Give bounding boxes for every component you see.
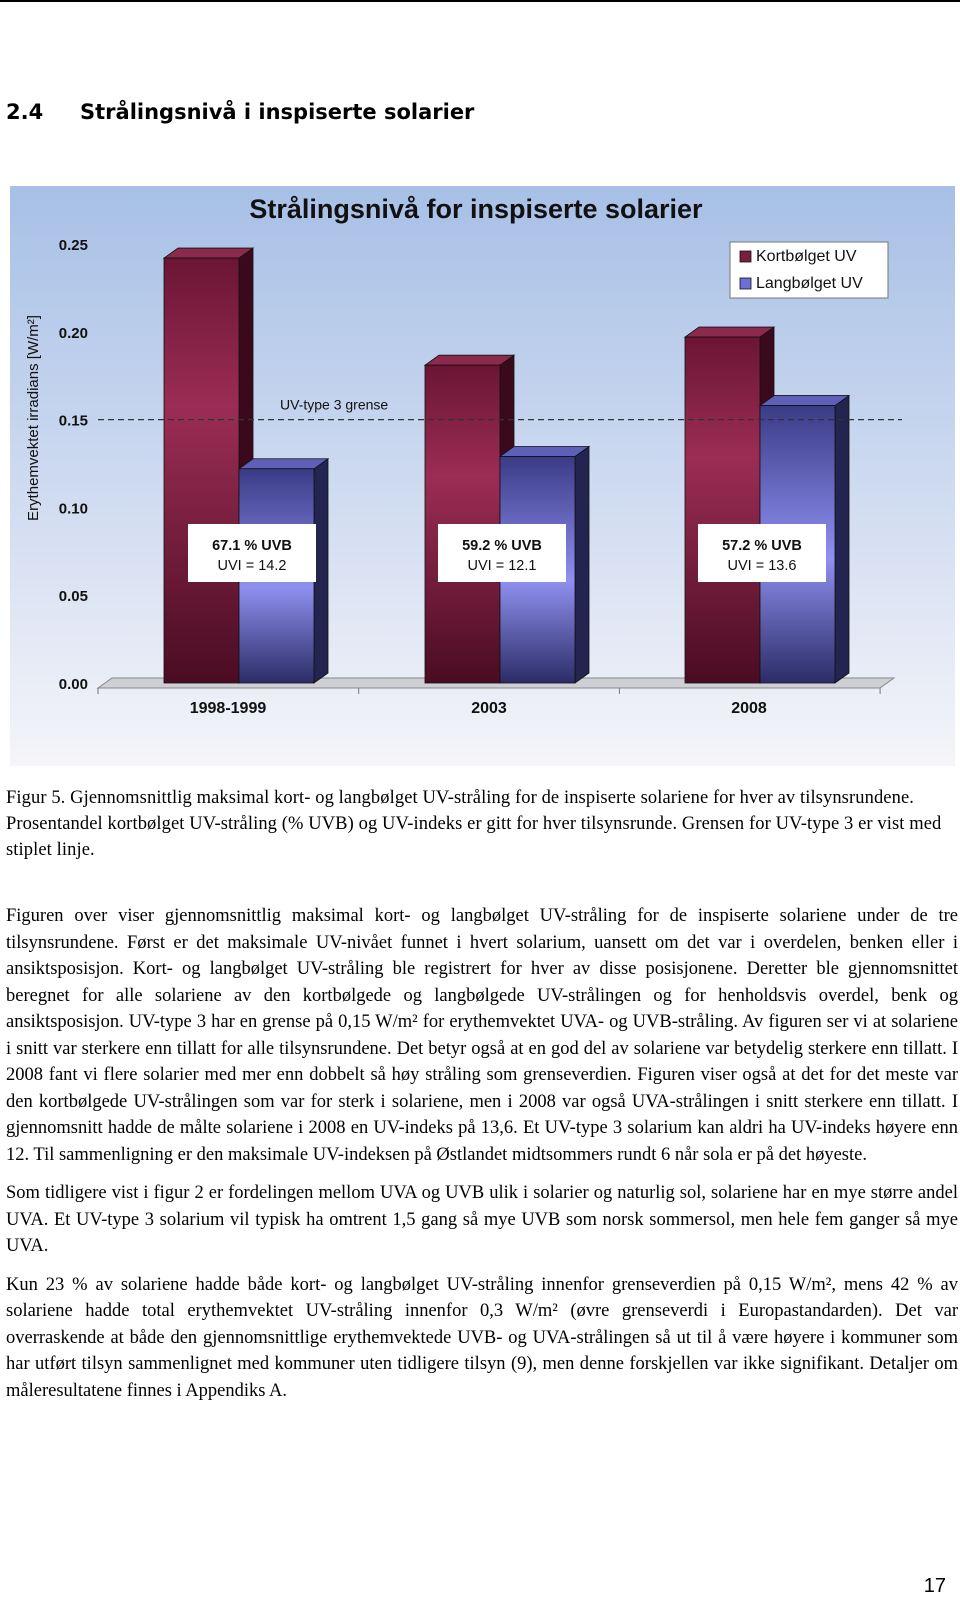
legend-label: Kortbølget UV xyxy=(756,248,857,265)
x-axis-labels xyxy=(190,700,767,717)
annotations xyxy=(188,524,826,582)
bar-top xyxy=(500,446,589,456)
y-axis-label: Erythemvektet irradians [W/m²] xyxy=(25,315,42,521)
chart xyxy=(10,186,955,766)
annotation-box xyxy=(438,524,566,582)
page-number: 17 xyxy=(923,1575,946,1597)
annotation-uvi: UVI = 14.2 xyxy=(217,558,287,574)
section-number: 2.4 xyxy=(6,100,44,124)
bar-side xyxy=(835,396,849,683)
section-heading xyxy=(6,100,474,124)
annotation-box xyxy=(698,524,826,582)
y-tick-label: 0.20 xyxy=(58,324,88,342)
x-tick-label: 2003 xyxy=(471,700,507,717)
y-tick-label: 0.10 xyxy=(58,500,88,518)
annotation-box xyxy=(188,524,316,582)
chart-title: Strålingsnivå for inspiserte solarier xyxy=(249,194,703,224)
y-tick-label: 0.15 xyxy=(58,412,88,430)
bar-top xyxy=(685,327,774,337)
annotation-uvb: 57.2 % UVB xyxy=(722,538,802,554)
y-tick-label: 0.00 xyxy=(58,676,88,693)
y-tick-label: 0.05 xyxy=(58,588,88,606)
threshold-label: UV-type 3 grense xyxy=(280,396,389,413)
annotation-uvb: 67.1 % UVB xyxy=(212,538,292,554)
annotation-uvi: UVI = 12.1 xyxy=(467,558,537,574)
y-tick-label: 0.25 xyxy=(58,237,88,254)
bar-top xyxy=(760,396,849,406)
bar-top xyxy=(425,355,514,365)
bar-front xyxy=(685,337,760,683)
body-text xyxy=(6,903,958,1416)
paragraph-2: Som tidligere vist i figur 2 er fordelingen mellom UVA og UVB ulik i solarier og naturlig sol, solariene har en mye større andel UVA. Et UV-type 3 solarium vil typisk ha omtrent 1,5 gang så mye UVB som norsk sommersol, men hele fem ganger så mye UVA. xyxy=(6,1183,958,1256)
bars xyxy=(164,248,849,683)
bar-front xyxy=(164,258,239,683)
x-tick-label: 2008 xyxy=(731,700,767,717)
annotation-uvi: UVI = 13.6 xyxy=(727,558,797,574)
top-rule xyxy=(0,0,960,2)
bar-side xyxy=(575,446,589,683)
paragraph-1: Figuren over viser gjennomsnittlig maksimal kort- og langbølget UV-stråling for de inspiserte solariene under de tre tilsynsrundene. Først er det maksimale UV-nivået funnet i hvert solarium, uansett om det var i overdelen, benken eller i ansiktsposisjon. Kort- og langbølget UV-stråling ble registrert for hver av disse posisjonene. Deretter ble gjennomsnittet beregnet for alle solariene av den kortbølgede og langbølgede UV-strålingen og for henholdsvis overdel, benk og ansiktsposisjon. UV-type 3 har en grense på 0,15 W/m² for erythemvektet UVA- og UVB-stråling. Av figuren ser vi at solariene i snitt var sterkere enn tillatt for alle tilsynsrundene. Det betyr også at en god del av solariene var betydelig sterkere enn tillatt. I 2008 fant vi flere solarier med mer enn dobbelt så høy stråling som grenseverdien. Figuren viser også at det for det meste var den kortbølgede UV-strålingen som var for sterk i solariene, men i 2008 var også UVA-strålingen i snitt sterkere enn tillatt. I gjennomsnitt hadde de målte solariene i 2008 en UV-indeks på 13,6. Et UV-type 3 solarium kan aldri ha UV-indeks høyere enn 12. Til sammenligning er den maksimale UV-indeksen på Østlandet midtsommers rundt 6 når sola er på det høyeste. xyxy=(6,906,958,1165)
legend-swatch xyxy=(740,278,751,289)
annotation-uvb: 59.2 % UVB xyxy=(462,538,542,554)
paragraph-3: Kun 23 % av solariene hadde både kort- og langbølget UV-stråling innenfor grenseverdien på 0,15 W/m², mens 42 % av solariene hadde total erythemvektet UV-stråling innenfor 0,3 W/m² (øvre grenseverdi i Europastandarden). Det var overraskende at både den gjennomsnittlige erythemvektede UVB- og UVA-strålingen så ut til å være høyere i kommuner som har utført tilsyn sammenlignet med kommuner uten tidligere tilsyn (9), men denne forskjellen var ikke signifikant. Detaljer om måleresultatene finnes i Appendiks A. xyxy=(6,1274,958,1401)
section-title: Strålingsnivå i inspiserte solarier xyxy=(80,100,475,124)
bar-top xyxy=(239,459,328,469)
legend-swatch xyxy=(740,251,751,262)
x-tick-label: 1998-1999 xyxy=(189,700,267,717)
y-axis-ticks xyxy=(59,237,88,693)
bar-side xyxy=(314,459,328,683)
legend-label: Langbølget UV xyxy=(756,275,863,292)
figure-caption: Figur 5. Gjennomsnittlig maksimal kort- og langbølget UV-stråling for de inspiserte solariene for hver av tilsynsrundene. Prosentandel kortbølget UV-stråling (% UVB) og UV-indeks er gitt for hver tilsynsrunde. Grensen for UV-type 3 er vist med stiplet linje. xyxy=(6,788,942,860)
legend xyxy=(730,242,888,298)
bar-top xyxy=(164,248,253,258)
chart-svg xyxy=(10,186,955,766)
